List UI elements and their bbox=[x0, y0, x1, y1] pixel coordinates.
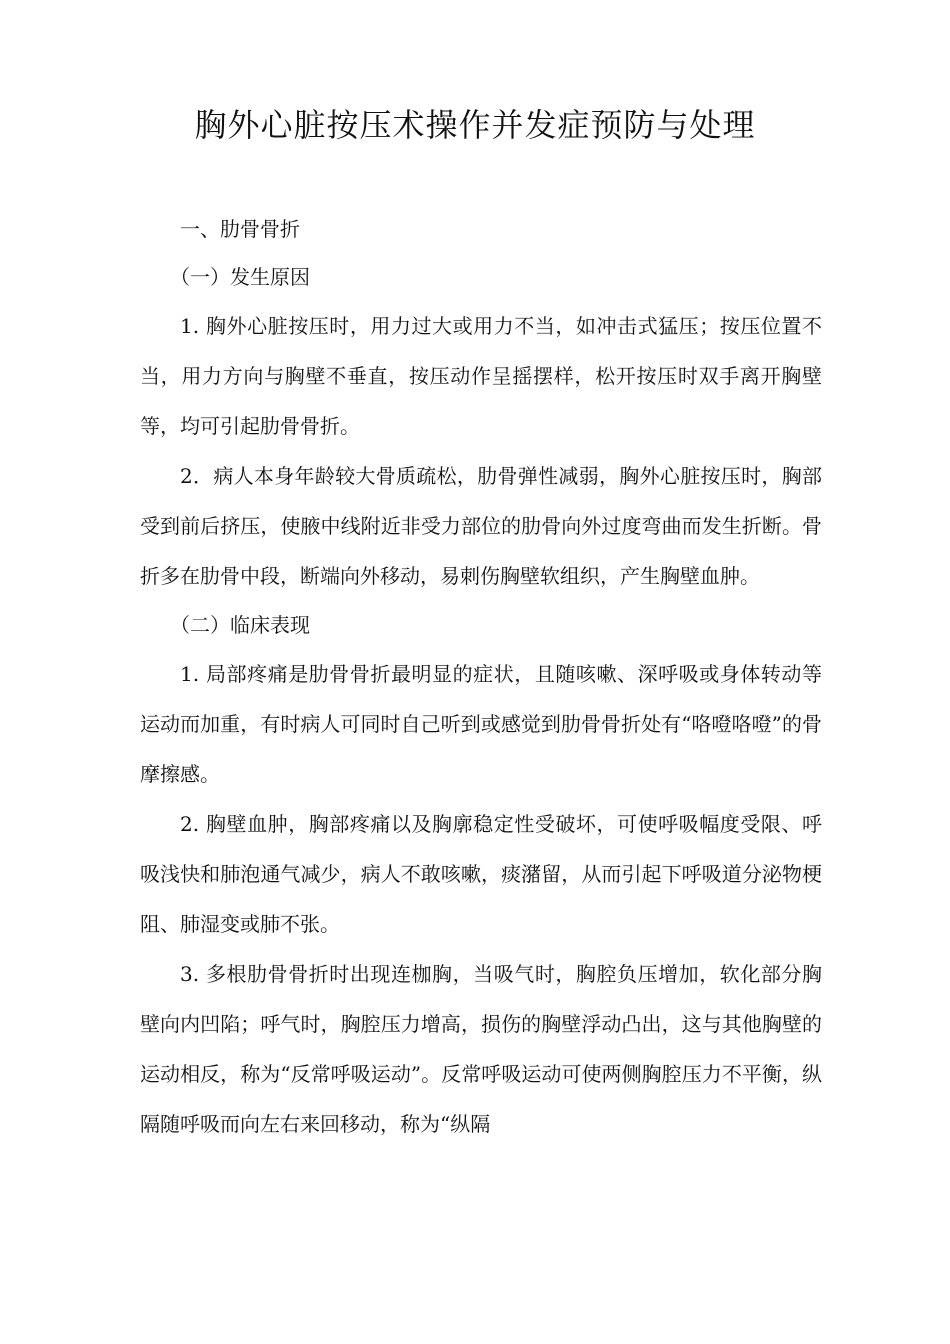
section-heading-rib-fracture: 一、肋骨骨折 bbox=[180, 217, 300, 241]
subsection-heading-clinical: （二）临床表现 bbox=[170, 613, 310, 637]
paragraph-clinical-1: 1. 局部疼痛是肋骨骨折最明显的症状，且随咳嗽、深呼吸或身体转动等运动而加重，有时病人可同时自己听到或感觉到肋骨骨折处有“咯噔咯噔”的骨摩擦感。 bbox=[140, 662, 822, 786]
paragraph-cause-2: 2．病人本身年龄较大骨质疏松，肋骨弹性减弱，胸外心脏按压时，胸部受到前后挤压，使腋中线附近非受力部位的肋骨向外过度弯曲而发生折断。骨折多在肋骨中段，断端向外移动，易刺伤胸壁软组织，产生胸壁血肿。 bbox=[140, 464, 822, 588]
paragraph-clinical-3: 3. 多根肋骨骨折时出现连枷胸，当吸气时，胸腔负压增加，软化部分胸壁向内凹陷；呼气时，胸腔压力增高，损伤的胸壁浮动凸出，这与其他胸壁的运动相反，称为“反常呼吸运动”。反常呼吸运动可使两侧胸腔压力不平衡，纵隔随呼吸而向左右来回移动，称为“纵隔 bbox=[140, 962, 822, 1136]
paragraph-clinical-2: 2. 胸壁血肿，胸部疼痛以及胸廓稳定性受破坏，可使呼吸幅度受限、呼吸浅快和肺泡通气减少，病人不敢咳嗽，痰潴留，从而引起下呼吸道分泌物梗阻、肺湿变或肺不张。 bbox=[140, 812, 822, 936]
page-title: 胸外心脏按压术操作并发症预防与处理 bbox=[194, 106, 756, 144]
paragraph-cause-1: 1. 胸外心脏按压时，用力过大或用力不当，如冲击式猛压；按压位置不当，用力方向与胸壁不垂直，按压动作呈摇摆样，松开按压时双手离开胸壁等，均可引起肋骨骨折。 bbox=[140, 314, 822, 438]
document-body bbox=[140, 205, 822, 1149]
subsection-heading-causes: （一）发生原因 bbox=[170, 265, 310, 289]
